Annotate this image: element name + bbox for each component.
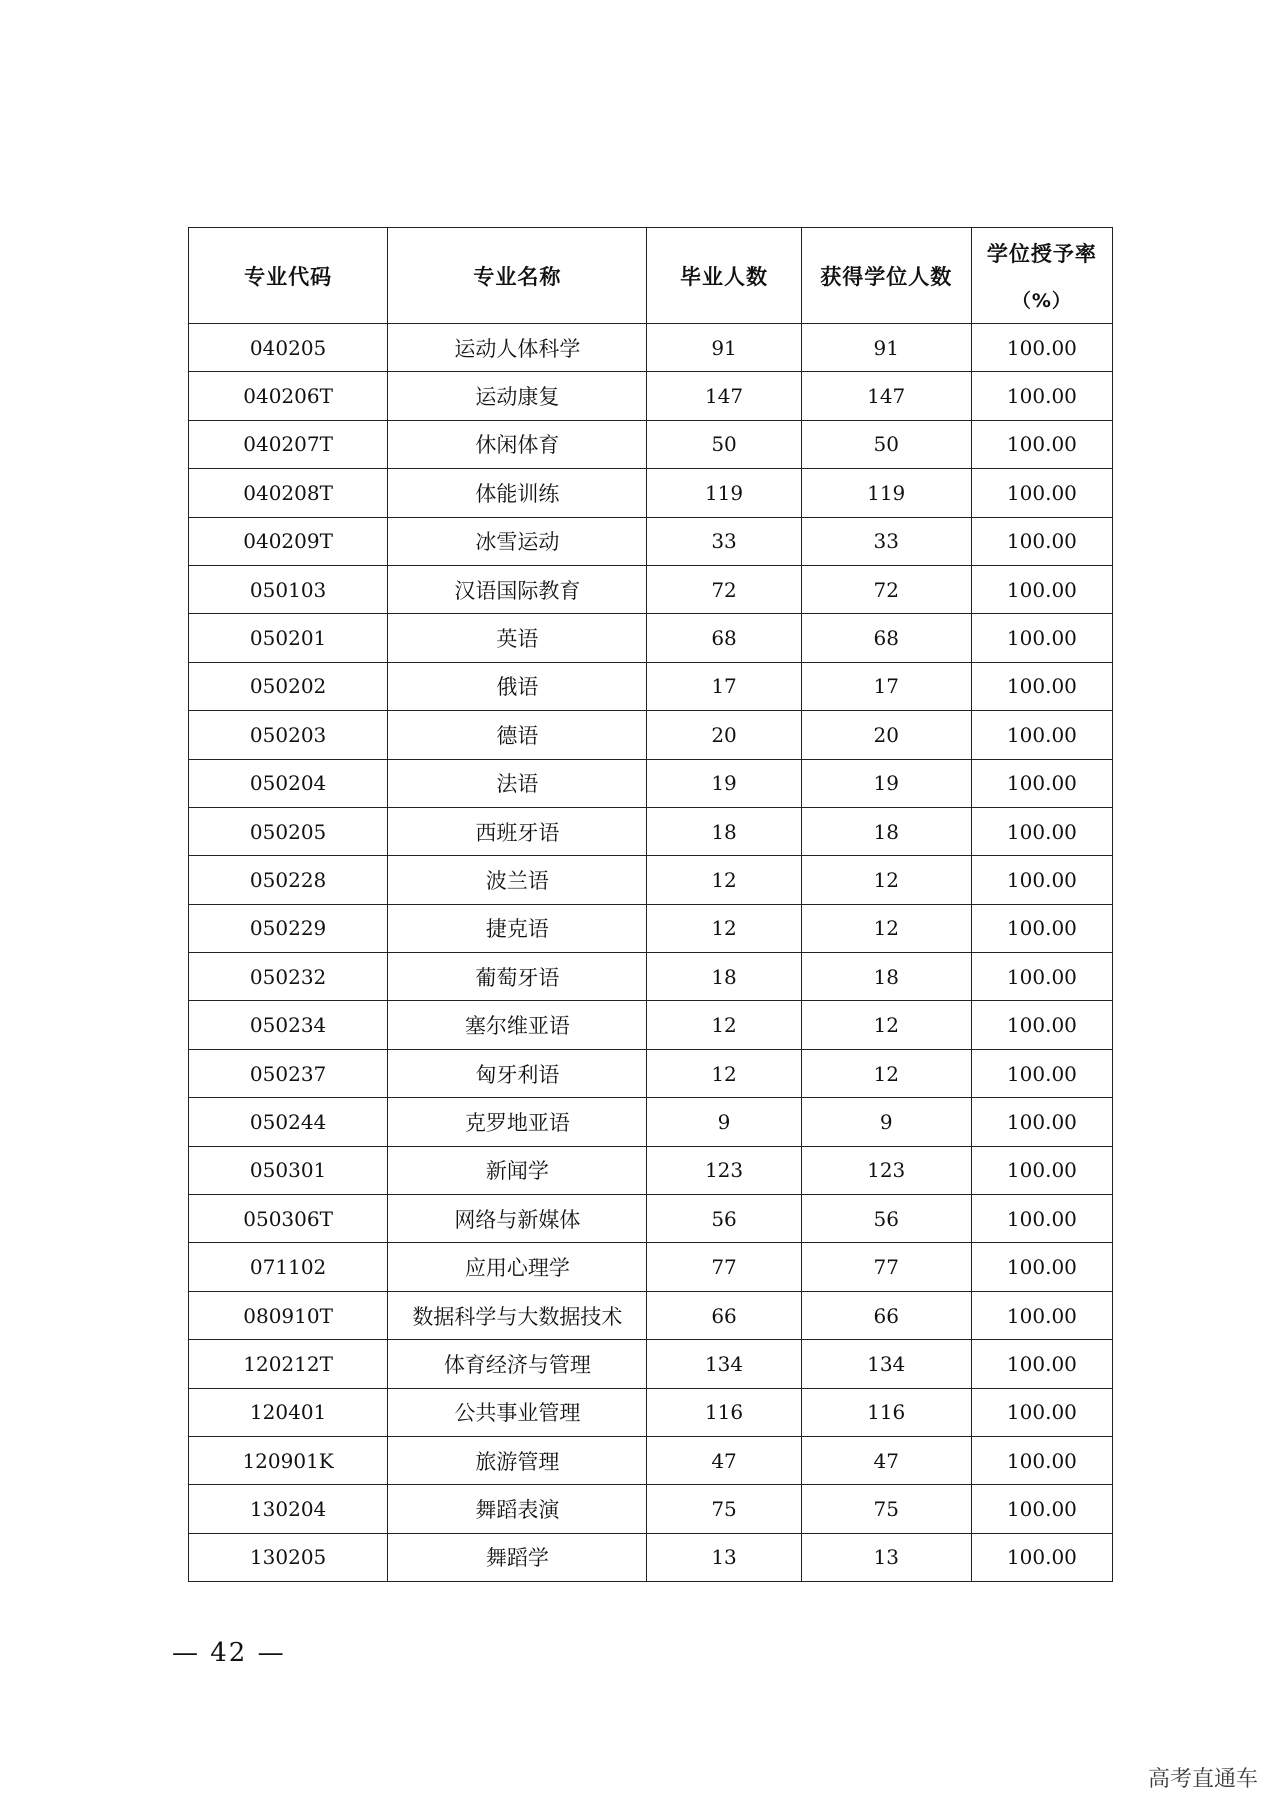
cell-graduates: 12	[647, 1001, 801, 1049]
cell-major-code: 050306T	[189, 1195, 388, 1243]
cell-major-name: 体能训练	[388, 469, 647, 517]
cell-degrees-awarded: 116	[801, 1388, 971, 1436]
cell-major-code: 120212T	[189, 1340, 388, 1388]
cell-major-code: 050103	[189, 565, 388, 613]
cell-award-rate: 100.00	[971, 1243, 1112, 1291]
cell-degrees-awarded: 12	[801, 904, 971, 952]
cell-graduates: 123	[647, 1146, 801, 1194]
cell-major-code: 050234	[189, 1001, 388, 1049]
cell-graduates: 18	[647, 953, 801, 1001]
table-header	[189, 228, 1113, 324]
table-row	[189, 904, 1113, 952]
cell-major-name: 数据科学与大数据技术	[388, 1291, 647, 1339]
cell-major-name: 休闲体育	[388, 420, 647, 468]
cell-graduates: 12	[647, 1049, 801, 1097]
cell-major-code: 050204	[189, 759, 388, 807]
cell-award-rate: 100.00	[971, 372, 1112, 420]
table-row	[189, 1533, 1113, 1581]
cell-graduates: 68	[647, 614, 801, 662]
cell-major-name: 塞尔维亚语	[388, 1001, 647, 1049]
cell-graduates: 147	[647, 372, 801, 420]
table-row	[189, 1436, 1113, 1484]
cell-degrees-awarded: 72	[801, 565, 971, 613]
cell-degrees-awarded: 12	[801, 1049, 971, 1097]
cell-graduates: 12	[647, 904, 801, 952]
cell-award-rate: 100.00	[971, 711, 1112, 759]
cell-major-name: 公共事业管理	[388, 1388, 647, 1436]
cell-major-name: 舞蹈学	[388, 1533, 647, 1581]
header-award-rate	[971, 228, 1112, 324]
cell-degrees-awarded: 134	[801, 1340, 971, 1388]
table-row	[189, 517, 1113, 565]
cell-degrees-awarded: 66	[801, 1291, 971, 1339]
cell-major-code: 080910T	[189, 1291, 388, 1339]
cell-degrees-awarded: 75	[801, 1485, 971, 1533]
cell-award-rate: 100.00	[971, 614, 1112, 662]
cell-major-code: 040205	[189, 324, 388, 372]
cell-major-code: 130205	[189, 1533, 388, 1581]
cell-degrees-awarded: 9	[801, 1098, 971, 1146]
cell-degrees-awarded: 17	[801, 662, 971, 710]
cell-degrees-awarded: 91	[801, 324, 971, 372]
cell-degrees-awarded: 147	[801, 372, 971, 420]
cell-award-rate: 100.00	[971, 1485, 1112, 1533]
cell-graduates: 77	[647, 1243, 801, 1291]
cell-major-code: 050232	[189, 953, 388, 1001]
cell-graduates: 91	[647, 324, 801, 372]
cell-major-name: 捷克语	[388, 904, 647, 952]
table-row	[189, 711, 1113, 759]
table-row	[189, 1195, 1113, 1243]
cell-major-name: 德语	[388, 711, 647, 759]
cell-degrees-awarded: 77	[801, 1243, 971, 1291]
cell-degrees-awarded: 18	[801, 953, 971, 1001]
table-row	[189, 1098, 1113, 1146]
cell-major-code: 040208T	[189, 469, 388, 517]
cell-award-rate: 100.00	[971, 1388, 1112, 1436]
page-number: — 42 —	[172, 1638, 286, 1668]
table-row	[189, 856, 1113, 904]
cell-graduates: 12	[647, 856, 801, 904]
cell-graduates: 47	[647, 1436, 801, 1484]
cell-degrees-awarded: 18	[801, 807, 971, 855]
cell-award-rate: 100.00	[971, 807, 1112, 855]
cell-graduates: 50	[647, 420, 801, 468]
header-row	[189, 228, 1113, 324]
cell-award-rate: 100.00	[971, 759, 1112, 807]
cell-graduates: 75	[647, 1485, 801, 1533]
cell-major-name: 西班牙语	[388, 807, 647, 855]
cell-award-rate: 100.00	[971, 324, 1112, 372]
cell-award-rate: 100.00	[971, 517, 1112, 565]
cell-graduates: 116	[647, 1388, 801, 1436]
cell-major-name: 应用心理学	[388, 1243, 647, 1291]
cell-major-name: 舞蹈表演	[388, 1485, 647, 1533]
watermark: 高考直通车	[1147, 1767, 1258, 1792]
table-row	[189, 662, 1113, 710]
table-row	[189, 614, 1113, 662]
cell-major-name: 新闻学	[388, 1146, 647, 1194]
cell-graduates: 56	[647, 1195, 801, 1243]
header-degrees-awarded: 获得学位人数	[801, 228, 971, 324]
table-row	[189, 1291, 1113, 1339]
cell-major-name: 英语	[388, 614, 647, 662]
cell-graduates: 9	[647, 1098, 801, 1146]
cell-major-name: 网络与新媒体	[388, 1195, 647, 1243]
header-graduates: 毕业人数	[647, 228, 801, 324]
cell-graduates: 134	[647, 1340, 801, 1388]
cell-degrees-awarded: 19	[801, 759, 971, 807]
cell-degrees-awarded: 50	[801, 420, 971, 468]
cell-degrees-awarded: 33	[801, 517, 971, 565]
cell-major-code: 120901K	[189, 1436, 388, 1484]
cell-award-rate: 100.00	[971, 1146, 1112, 1194]
cell-major-name: 冰雪运动	[388, 517, 647, 565]
cell-major-name: 运动康复	[388, 372, 647, 420]
cell-major-name: 旅游管理	[388, 1436, 647, 1484]
cell-major-code: 130204	[189, 1485, 388, 1533]
header-major-name: 专业名称	[388, 228, 647, 324]
cell-award-rate: 100.00	[971, 1533, 1112, 1581]
table-row	[189, 953, 1113, 1001]
cell-award-rate: 100.00	[971, 904, 1112, 952]
cell-major-code: 040206T	[189, 372, 388, 420]
table-row	[189, 1001, 1113, 1049]
table-row	[189, 1243, 1113, 1291]
cell-award-rate: 100.00	[971, 662, 1112, 710]
table-row	[189, 807, 1113, 855]
degree-statistics-table	[188, 227, 1113, 1582]
cell-major-code: 050202	[189, 662, 388, 710]
table-row	[189, 469, 1113, 517]
cell-major-name: 俄语	[388, 662, 647, 710]
table-row	[189, 1388, 1113, 1436]
cell-award-rate: 100.00	[971, 1436, 1112, 1484]
cell-major-code: 050301	[189, 1146, 388, 1194]
cell-major-code: 050228	[189, 856, 388, 904]
table-row	[189, 1340, 1113, 1388]
cell-major-name: 汉语国际教育	[388, 565, 647, 613]
cell-major-code: 040209T	[189, 517, 388, 565]
cell-award-rate: 100.00	[971, 1195, 1112, 1243]
cell-graduates: 19	[647, 759, 801, 807]
cell-major-name: 克罗地亚语	[388, 1098, 647, 1146]
cell-degrees-awarded: 12	[801, 1001, 971, 1049]
cell-award-rate: 100.00	[971, 1049, 1112, 1097]
cell-major-code: 050237	[189, 1049, 388, 1097]
cell-major-code: 071102	[189, 1243, 388, 1291]
cell-major-code: 120401	[189, 1388, 388, 1436]
table-row	[189, 1485, 1113, 1533]
header-award-rate-unit: （%）	[1011, 290, 1072, 312]
cell-award-rate: 100.00	[971, 1291, 1112, 1339]
cell-major-name: 法语	[388, 759, 647, 807]
cell-graduates: 17	[647, 662, 801, 710]
table-row	[189, 420, 1113, 468]
table-row	[189, 372, 1113, 420]
header-major-code: 专业代码	[189, 228, 388, 324]
cell-award-rate: 100.00	[971, 1001, 1112, 1049]
table-body	[189, 324, 1113, 1582]
cell-graduates: 66	[647, 1291, 801, 1339]
cell-major-code: 050205	[189, 807, 388, 855]
cell-degrees-awarded: 123	[801, 1146, 971, 1194]
header-award-rate-label: 学位授予率	[986, 242, 1097, 266]
cell-major-name: 匈牙利语	[388, 1049, 647, 1097]
cell-graduates: 20	[647, 711, 801, 759]
cell-major-name: 葡萄牙语	[388, 953, 647, 1001]
cell-major-name: 体育经济与管理	[388, 1340, 647, 1388]
table-row	[189, 1049, 1113, 1097]
cell-major-code: 040207T	[189, 420, 388, 468]
cell-award-rate: 100.00	[971, 856, 1112, 904]
cell-degrees-awarded: 56	[801, 1195, 971, 1243]
cell-award-rate: 100.00	[971, 1098, 1112, 1146]
cell-graduates: 13	[647, 1533, 801, 1581]
cell-degrees-awarded: 119	[801, 469, 971, 517]
cell-major-code: 050244	[189, 1098, 388, 1146]
cell-major-code: 050201	[189, 614, 388, 662]
cell-award-rate: 100.00	[971, 565, 1112, 613]
table-row	[189, 324, 1113, 372]
cell-degrees-awarded: 20	[801, 711, 971, 759]
cell-graduates: 72	[647, 565, 801, 613]
cell-major-name: 波兰语	[388, 856, 647, 904]
cell-major-code: 050203	[189, 711, 388, 759]
table-row	[189, 759, 1113, 807]
cell-degrees-awarded: 12	[801, 856, 971, 904]
cell-award-rate: 100.00	[971, 420, 1112, 468]
cell-graduates: 18	[647, 807, 801, 855]
cell-degrees-awarded: 47	[801, 1436, 971, 1484]
cell-award-rate: 100.00	[971, 1340, 1112, 1388]
cell-graduates: 119	[647, 469, 801, 517]
cell-degrees-awarded: 68	[801, 614, 971, 662]
table-row	[189, 1146, 1113, 1194]
cell-award-rate: 100.00	[971, 953, 1112, 1001]
cell-graduates: 33	[647, 517, 801, 565]
cell-award-rate: 100.00	[971, 469, 1112, 517]
table-row	[189, 565, 1113, 613]
cell-major-name: 运动人体科学	[388, 324, 647, 372]
cell-major-code: 050229	[189, 904, 388, 952]
cell-degrees-awarded: 13	[801, 1533, 971, 1581]
